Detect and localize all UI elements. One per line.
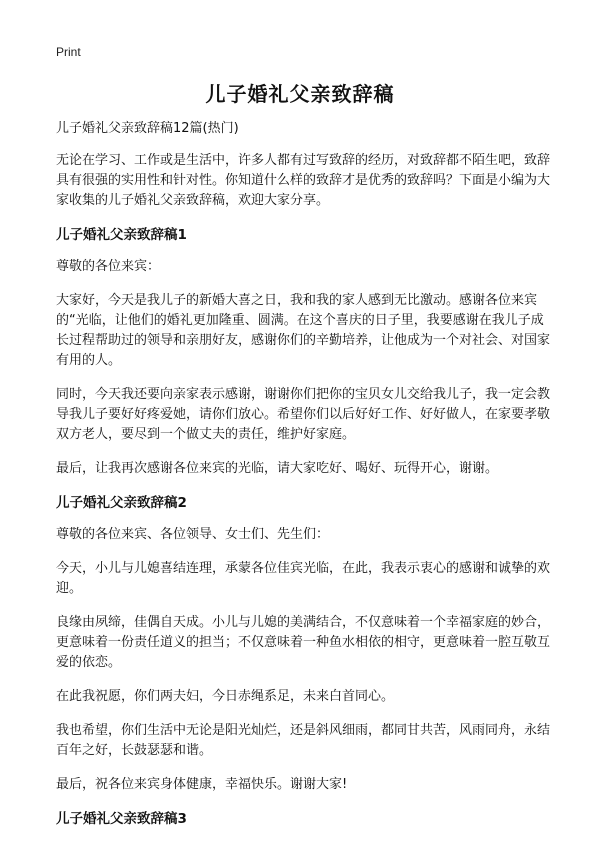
section-2-paragraph: 最后，祝各位来宾身体健康，幸福快乐。谢谢大家! [56, 777, 348, 792]
page-title: 儿子婚礼父亲致辞稿 [205, 82, 395, 106]
section-2-paragraph: 良缘由夙缔，佳偶自天成。小儿与儿媳的美满结合，不仅意味着一个幸福家庭的妙合，更意味着一份责任道义的担当；不仅意味着一种鱼水相依的相守，更意味着一腔互敬互爱的依恋。 [56, 615, 551, 670]
section-heading-3: 儿子婚礼父亲致辞稿3 [56, 811, 187, 827]
section-heading-2: 儿子婚礼父亲致辞稿2 [56, 495, 187, 511]
section-1-paragraph: 尊敬的各位来宾： [56, 259, 161, 274]
section-2-paragraph: 在此我祝愿，你们两夫妇，今日赤绳系足，未来白首同心。 [56, 689, 395, 704]
section-2-paragraph: 今天，小儿与儿媳喜结连理，承蒙各位佳宾光临，在此，我表示衷心的感谢和诚挚的欢迎。 [56, 561, 551, 596]
print-link[interactable]: Print [56, 45, 81, 59]
section-heading-1: 儿子婚礼父亲致辞稿1 [56, 227, 187, 243]
section-1-paragraph: 最后，让我再次感谢各位来宾的光临，请大家吃好、喝好、玩得开心，谢谢。 [56, 461, 499, 476]
intro-paragraph: 无论在学习、工作或是生活中，许多人都有过写致辞的经历，对致辞都不陌生吧，致辞具有很强的实用性和针对性。你知道什么样的致辞才是优秀的致辞吗？下面是小编为大家收集的儿子婚礼父亲致辞稿，欢迎大家分享。 [56, 153, 551, 208]
document-body [56, 119, 552, 841]
section-1-paragraph: 大家好，今天是我儿子的新婚大喜之日，我和我的家人感到无比激动。感谢各位来宾的“光临，让他们的婚礼更加隆重、圆满。在这个喜庆的日子里，我要感谢在我儿子成长过程帮助过的领导和亲朋好友，感谢你们的辛勤培养，让他成为一个对社会、对国家有用的人。 [56, 293, 551, 368]
section-2-paragraph: 尊敬的各位来宾、各位领导、女士们、先生们： [56, 527, 330, 542]
document-subtitle: 儿子婚礼父亲致辞稿12篇(热门) [56, 121, 239, 136]
section-1-paragraph: 同时，今天我还要向亲家表示感谢，谢谢你们把你的宝贝女儿交给我儿子，我一定会教导我儿子要好好疼爱她，请你们放心。希望你们以后好好工作、好好做人，在家要孝敬双方老人，要尽到一个做丈夫的责任，维护好家庭。 [56, 387, 551, 442]
section-2-paragraph: 我也希望，你们生活中无论是阳光灿烂，还是斜风细雨，都同甘共苦，风雨同舟，永结百年之好，长鼓瑟瑟和谐。 [56, 723, 551, 758]
